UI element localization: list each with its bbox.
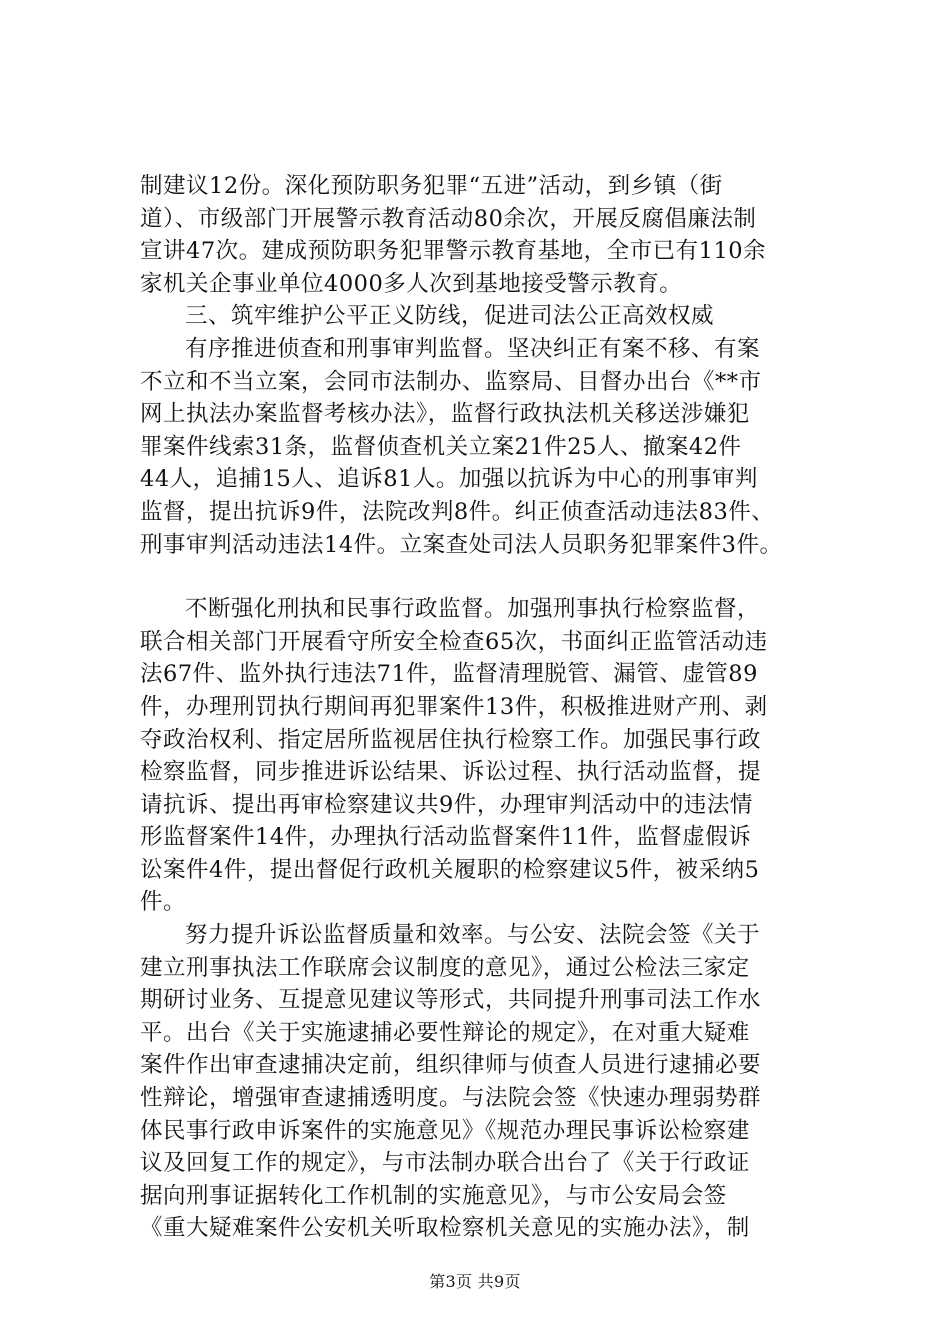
text-line: 性辩论，增强审查逮捕透明度。与法院会签《快速办理弱势群 [140,1085,762,1112]
text-line: 体民事行政申诉案件的实施意见》《规范办理民事诉讼检察建 [140,1117,750,1144]
text-line: 《重大疑难案件公安机关听取检察机关意见的实施办法》，制 [140,1215,750,1242]
text-line: 期研讨业务、互提意见建议等形式，共同提升刑事司法工作水 [140,987,762,1014]
paragraph-quality-efficiency [140,919,830,1245]
text-line: 件，办理刑罚执行期间再犯罪案件13件，积极推进财产刑、剥 [140,693,768,720]
text-line: 刑事审判活动违法14件。立案查处司法人员职务犯罪案件3件。 [140,531,783,558]
text-line: 检察监督，同步推进诉讼结果、诉讼过程、执行活动监督，提 [140,759,762,786]
text-line: 网上执法办案监督考核办法》，监督行政执法机关移送涉嫌犯 [140,401,750,428]
text-line: 宣讲47次。建成预防职务犯罪警示教育基地，全市已有110余 [140,238,767,265]
text-line: 监督，提出抗诉9件，法院改判8件。纠正侦查活动违法83件、 [140,498,775,525]
document-body [140,170,830,1245]
paragraph-spacer [140,561,830,593]
text-line: 据向刑事证据转化工作机制的实施意见》，与市公安局会签 [140,1182,727,1209]
text-line: 三、筑牢维护公平正义防线，促进司法公正高效权威 [185,303,715,330]
text-line: 讼案件4件，提出督促行政机关履职的检察建议5件，被采纳5 [140,856,760,883]
text-line: 44人，追捕15人、追诉81人。加强以抗诉为中心的刑事审判 [140,466,758,493]
section-heading-three [140,300,830,333]
text-line: 形监督案件14件，办理执行活动监督案件11件，监督虚假诉 [140,824,752,851]
paragraph-prevention-continued [140,170,830,300]
text-line: 平。出台《关于实施逮捕必要性辩论的规定》，在对重大疑难 [140,1019,750,1046]
page-footer [0,1269,950,1292]
text-line: 有序推进侦查和刑事审判监督。坚决纠正有案不移、有案 [185,335,761,362]
text-line: 家机关企事业单位4000多人次到基地接受警示教育。 [140,270,683,297]
text-line: 建立刑事执法工作联席会议制度的意见》，通过公检法三家定 [140,954,750,981]
text-line: 联合相关部门开展看守所安全检查65次，书面纠正监管活动违 [140,628,768,655]
text-line: 件。 [140,889,187,916]
page-number-label: 第3页 共9页 [429,1272,521,1291]
text-line: 制建议12份。深化预防职务犯罪“五进”活动，到乡镇（街 [140,173,723,199]
text-line: 议及回复工作的规定》，与市法制办联合出台了《关于行政证 [140,1150,750,1177]
text-line: 努力提升诉讼监督质量和效率。与公安、法院会签《关于 [185,922,761,949]
text-line: 道）、市级部门开展警示教育活动80余次，开展反腐倡廉法制 [140,205,757,232]
paragraph-execution-supervision [140,593,830,919]
text-line: 案件作出审查逮捕决定前，组织律师与侦查人员进行逮捕必要 [140,1052,762,1079]
text-line: 罪案件线索31条，监督侦查机关立案21件25人、撤案42件 [140,433,742,460]
paragraph-investigation-supervision [140,333,830,561]
text-line: 请抗诉、提出再审检察建议共9件，办理审判活动中的违法情 [140,791,753,818]
text-line: 不立和不当立案，会同市法制办、监察局、目督办出台《**市 [140,368,762,395]
text-line: 不断强化刑执和民事行政监督。加强刑事执行检察监督， [185,596,761,623]
text-line: 法67件、监外执行违法71件，监督清理脱管、漏管、虚管89 [140,661,758,688]
text-line: 夺政治权利、指定居所监视居住执行检察工作。加强民事行政 [140,726,762,753]
